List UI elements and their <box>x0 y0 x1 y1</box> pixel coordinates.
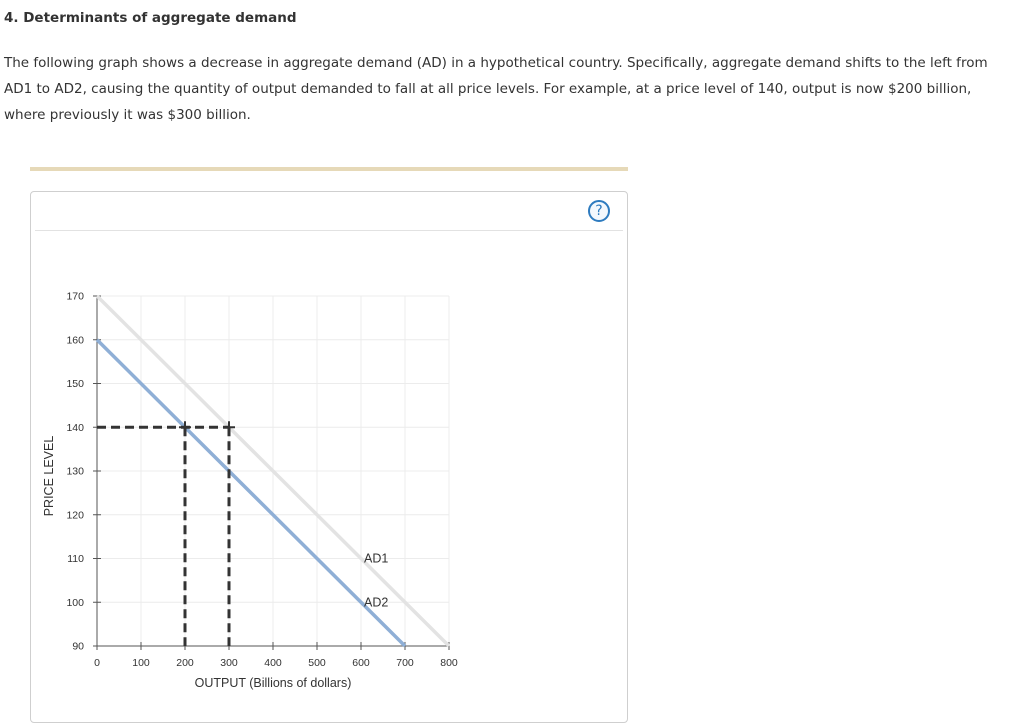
y-tick-label: 120 <box>66 509 84 522</box>
y-tick-label: 140 <box>66 421 84 434</box>
x-tick-label: 300 <box>220 657 238 669</box>
x-tick-label: 400 <box>264 657 282 669</box>
y-tick-label: 100 <box>66 596 84 609</box>
series-ad2-line <box>97 340 405 646</box>
series-ad2-label: AD2 <box>364 595 389 610</box>
x-tick-label: 200 <box>176 657 194 669</box>
question-paragraph: The following graph shows a decrease in aggregate demand (AD) in a hypothetical country. Specifically, aggregate demand shifts to the left from AD1 to AD2, causing the quantity of output demanded to fall at all price levels. For example, at a price level of 140, output is now $200 billion, where previously it was $300 billion. <box>4 55 988 123</box>
y-tick-label: 90 <box>72 640 84 653</box>
y-tick-label: 130 <box>66 465 84 478</box>
series-ad1-label: AD1 <box>364 551 389 566</box>
x-tick-label: 100 <box>132 657 150 669</box>
x-tick-label: 600 <box>352 657 370 669</box>
x-tick-label: 0 <box>94 657 100 669</box>
y-axis-label: PRICE LEVEL <box>42 435 56 517</box>
y-tick-label: 150 <box>66 378 84 390</box>
x-axis-label: OUTPUT (Billions of dollars) <box>194 676 352 690</box>
y-tick-label: 170 <box>66 290 84 303</box>
x-tick-label: 800 <box>440 657 458 669</box>
help-icon[interactable]: ? <box>588 200 610 222</box>
y-tick-label: 110 <box>67 553 84 565</box>
x-tick-label: 500 <box>308 657 326 669</box>
question-title: 4. Determinants of aggregate demand <box>4 10 297 26</box>
x-tick-label: 700 <box>396 657 414 669</box>
y-tick-label: 160 <box>66 334 84 347</box>
